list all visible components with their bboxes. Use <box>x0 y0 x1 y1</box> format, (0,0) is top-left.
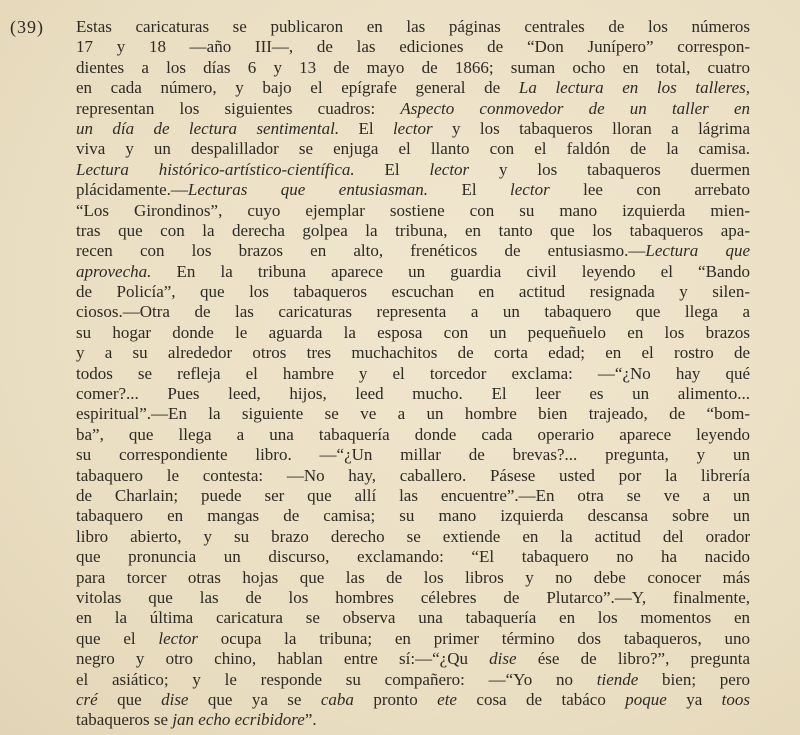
italic-segment: ete <box>437 689 457 709</box>
text-segment: y los tabaqueros duermen <box>469 159 750 179</box>
text-segment: que <box>97 689 162 709</box>
text-line <box>76 364 750 384</box>
text-segment: y los tabaqueros lloran a lágrima <box>432 118 750 138</box>
text-segment: 17 y 18 —año III—, de las ediciones de “Don Junípero” correspon- <box>76 37 750 57</box>
text-segment: tabaquero le contesta: —No hay, caballero. Pásese usted por la librería <box>76 465 750 485</box>
text-segment: que pronuncia un discurso, exclamando: “El tabaquero no ha nacido <box>76 547 750 567</box>
italic-segment: Aspecto conmovedor de un taller en <box>400 98 750 118</box>
italic-segment: aprovecha. <box>76 261 152 281</box>
italic-segment: caba <box>320 689 354 709</box>
text-segment: su hogar donde le aguarda la esposa con un pequeñuelo en los brazos <box>76 322 750 342</box>
text-segment: El <box>339 118 393 138</box>
text-line <box>76 78 750 98</box>
text-segment: libro abierto, y su brazo derecho se extiende en la actitud del orador <box>76 526 750 546</box>
italic-segment: Lecturas que entusiasman. <box>187 180 429 200</box>
text-line <box>76 425 750 445</box>
text-line <box>76 323 750 343</box>
text-segment: tras que con la derecha golpea la tribuna, en tanto que los tabaqueros apa- <box>76 220 750 240</box>
text-segment: plácidamente.— <box>76 180 188 200</box>
italic-segment: lector <box>392 118 433 138</box>
text-line <box>76 262 750 282</box>
text-segment: recen con los brazos en alto, frenéticos de entusiasmo.— <box>76 241 646 261</box>
italic-segment: Lectura histórico-artístico-científica. <box>76 159 355 179</box>
text-line <box>76 58 750 78</box>
italic-segment: La lectura en los talleres, <box>518 78 750 98</box>
text-segment: ocupa la tribuna; en primer término dos tabaqueros, uno <box>198 628 750 648</box>
text-line <box>76 404 750 424</box>
italic-segment: tiende <box>596 669 639 689</box>
italic-segment: cré <box>76 689 98 709</box>
text-segment: de Policía”, que los tabaqueros escuchan en actitud resignada y silen- <box>76 282 750 302</box>
text-line <box>76 139 750 159</box>
text-segment: de Charlain; puede ser que allí las encuentre”.—En otra se ve a un <box>76 485 750 505</box>
italic-segment: jan echo ecribidore <box>172 710 305 730</box>
italic-segment: dise <box>161 689 189 709</box>
text-line <box>76 201 750 221</box>
italic-segment: poque <box>625 689 667 709</box>
text-line <box>76 119 750 139</box>
text-line <box>76 160 750 180</box>
text-line <box>76 99 750 119</box>
text-segment: comer?... Pues leed, hijos, leed mucho. El leer es un alimento... <box>76 384 750 404</box>
italic-segment: Lectura que <box>645 241 750 261</box>
text-segment: que el <box>76 628 159 648</box>
text-segment: para torcer otras hojas que las de los libros y no debe conocer más <box>76 567 750 587</box>
text-segment: que ya se <box>188 689 321 709</box>
italic-segment: un día de lectura sentimental. <box>76 118 340 138</box>
text-segment: cosa de tabáco <box>456 689 626 709</box>
text-line <box>76 486 750 506</box>
italic-segment: lector <box>158 628 199 648</box>
text-segment: En la tribuna aparece un guardia civil leyendo el “Bando <box>151 261 750 281</box>
text-segment: El <box>428 180 511 200</box>
text-line <box>76 466 750 486</box>
text-segment: ba”, que llega a una tabaquería donde cada operario aparece leyendo <box>76 424 750 444</box>
italic-segment: lector <box>510 180 550 200</box>
text-segment: ése de libro?”, pregunta <box>516 649 750 669</box>
text-segment: todos se refleja el hambre y el torcedor exclama: —“¿No hay qué <box>76 363 750 383</box>
text-segment: El <box>354 159 430 179</box>
text-line <box>76 629 750 649</box>
text-segment: ya <box>666 689 722 709</box>
text-segment: tabaqueros se <box>76 710 173 730</box>
text-segment: el asiático; y le responde su compañero: —“Yo no <box>76 669 597 689</box>
text-segment: ciosos.—Otra de las caricaturas representa a un tabaquero que llega a <box>76 302 750 322</box>
text-segment: lee con arrebato <box>549 180 750 200</box>
text-line <box>76 180 750 200</box>
text-segment: representan los siguientes cuadros: <box>76 98 401 118</box>
text-line <box>76 649 750 669</box>
text-segment: Estas caricaturas se publicaron en las páginas centrales de los números <box>76 17 750 36</box>
text-segment: su correspondiente libro. —“¿Un millar de brevas?... pregunta, y un <box>76 445 750 465</box>
text-segment: negro y otro chino, hablan entre sí:—“¿Qu <box>76 649 490 669</box>
text-line <box>76 343 750 363</box>
text-line <box>76 241 750 261</box>
text-segment: tabaquero en mangas de camisa; su mano izquierda descansa sobre un <box>76 506 750 526</box>
text-line <box>76 527 750 547</box>
text-segment: bien; pero <box>638 669 750 689</box>
text-line <box>76 282 750 302</box>
text-line <box>76 445 750 465</box>
text-line <box>76 710 750 730</box>
text-line <box>76 670 750 690</box>
text-segment: ”. <box>304 710 317 730</box>
text-line <box>76 608 750 628</box>
text-segment: en la última caricatura se observa una tabaquería en los momentos en <box>76 608 750 628</box>
text-segment: espiritual”.—En la siguiente se ve a un hombre bien trajeado, de “bom- <box>76 404 750 424</box>
text-line <box>76 506 750 526</box>
text-line <box>76 568 750 588</box>
text-line <box>76 302 750 322</box>
footnote-number: (39) <box>10 17 44 37</box>
text-segment: vitolas que las de los hombres célebres de Plutarco”.—Y, finalmente, <box>76 587 750 607</box>
text-segment: pronto <box>353 689 438 709</box>
text-segment: en cada número, y bajo el epígrafe general de <box>76 78 519 98</box>
text-line <box>76 37 750 57</box>
text-line <box>76 17 750 37</box>
italic-segment: dise <box>489 649 517 669</box>
text-segment: dientes a los días 6 y 13 de mayo de 1866; suman ocho en total, cuatro <box>76 57 750 77</box>
text-line <box>76 384 750 404</box>
text-line <box>76 221 750 241</box>
text-line <box>76 588 750 608</box>
text-line <box>76 690 750 710</box>
italic-segment: lector <box>429 159 470 179</box>
footnote-text <box>76 17 750 731</box>
italic-segment: toos <box>721 689 750 709</box>
text-segment: y a su alrededor otros tres muchachitos de corta edad; en el rostro de <box>76 343 750 363</box>
text-line <box>76 547 750 567</box>
text-segment: viva y un despalillador se enjuga el llanto con el faldón de la camisa. <box>76 139 750 159</box>
text-segment: “Los Girondinos”, cuyo ejemplar sostiene con su mano izquierda mien- <box>76 200 750 220</box>
